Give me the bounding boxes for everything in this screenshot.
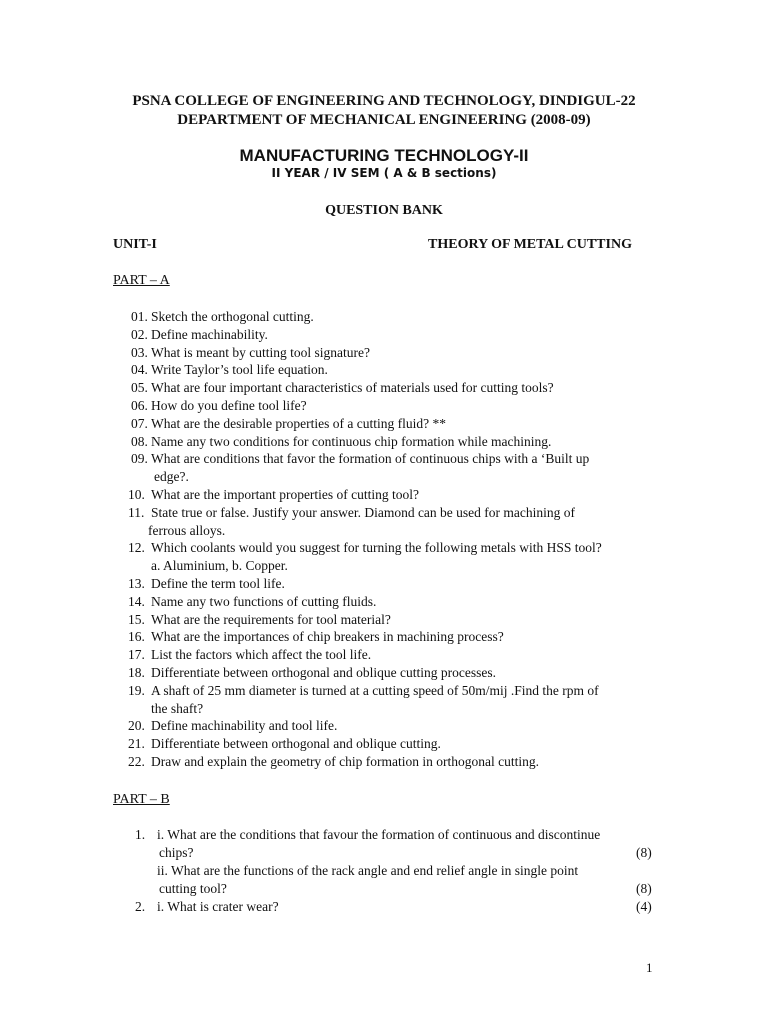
question-text: cutting tool? xyxy=(159,881,227,896)
question-text: Define the term tool life. xyxy=(151,576,285,591)
question-text: What are the desirable properties of a cutting fluid? ** xyxy=(151,415,447,431)
question-marks: (4) xyxy=(636,899,652,914)
question-number: 08. xyxy=(131,433,148,449)
question-text: the shaft? xyxy=(151,700,204,716)
question-number: 04. xyxy=(131,362,148,378)
question-number: 22. xyxy=(128,754,145,769)
question-text: What is meant by cutting tool signature? xyxy=(151,344,370,360)
question-text: edge?. xyxy=(154,469,189,485)
question-number: 21. xyxy=(128,736,145,752)
question-number: 07. xyxy=(131,415,148,431)
document-type: QUESTION BANK xyxy=(325,203,443,218)
question-number: 15. xyxy=(128,611,145,627)
question-text: State true or false. Justify your answer. Diamond can be used for machining of xyxy=(151,504,576,520)
question-text: List the factors which affect the tool life. xyxy=(151,647,372,663)
unit-title: THEORY OF METAL CUTTING xyxy=(428,237,632,252)
question-text: Which coolants would you suggest for turning the following metals with HSS tool? xyxy=(151,540,602,556)
college-name: PSNA COLLEGE OF ENGINEERING AND TECHNOLOGY, DINDIGUL-22 xyxy=(132,93,636,109)
question-number: 11. xyxy=(128,504,145,520)
question-number: 01. xyxy=(131,309,148,324)
question-text: Name any two functions of cutting fluids. xyxy=(151,593,377,609)
question-text: i. What is crater wear? xyxy=(157,899,279,914)
question-number: 02. xyxy=(131,326,148,342)
question-text: a. Aluminium, b. Copper. xyxy=(151,558,288,574)
question-text: How do you define tool life? xyxy=(151,398,307,413)
question-number: 13. xyxy=(128,576,145,591)
question-text: What are the important properties of cutting tool? xyxy=(151,487,420,502)
question-text: What are conditions that favor the formation of continuous chips with a ‘Built up xyxy=(151,451,590,467)
department-name: DEPARTMENT OF MECHANICAL ENGINEERING (2008-09) xyxy=(177,112,591,128)
subject-title: MANUFACTURING TECHNOLOGY-II xyxy=(239,146,529,165)
question-number: 1. xyxy=(135,827,146,842)
question-text: i. What are the conditions that favour the formation of continuous and discontinue xyxy=(157,827,601,842)
question-text: ferrous alloys. xyxy=(148,522,226,538)
question-text: Sketch the orthogonal cutting. xyxy=(151,309,314,324)
question-number: 16. xyxy=(128,629,145,645)
unit-label: UNIT-I xyxy=(113,237,157,252)
question-number: 06. xyxy=(131,398,148,413)
question-number: 2. xyxy=(135,899,146,914)
question-number: 19. xyxy=(128,682,145,698)
question-number: 10. xyxy=(128,487,145,502)
part-b-heading: PART – B xyxy=(113,792,170,807)
page-number: 1 xyxy=(646,960,653,975)
question-text: Differentiate between orthogonal and oblique cutting. xyxy=(151,736,441,752)
question-text: Write Taylor’s tool life equation. xyxy=(151,362,328,378)
question-marks: (8) xyxy=(636,881,652,896)
question-number: 17. xyxy=(128,647,145,663)
question-text: A shaft of 25 mm diameter is turned at a cutting speed of 50m/mij .Find the rpm of xyxy=(151,682,599,698)
question-text: chips? xyxy=(159,845,194,860)
question-number: 05. xyxy=(131,380,148,396)
question-text: Differentiate between orthogonal and oblique cutting processes. xyxy=(151,665,497,680)
part-a-heading: PART – A xyxy=(113,273,170,288)
question-text: What are four important characteristics of materials used for cutting tools? xyxy=(151,380,554,396)
year-semester: II YEAR / IV SEM ( A & B sections) xyxy=(271,166,497,180)
question-number: 18. xyxy=(128,665,145,680)
question-text: Name any two conditions for continuous chip formation while machining. xyxy=(151,433,552,449)
question-number: 12. xyxy=(128,540,145,556)
question-marks: (8) xyxy=(636,845,652,860)
question-number: 03. xyxy=(131,344,148,360)
question-number: 09. xyxy=(131,451,148,467)
question-text: ii. What are the functions of the rack angle and end relief angle in single point xyxy=(157,863,579,878)
question-text: Define machinability and tool life. xyxy=(151,718,338,734)
question-text: What are the importances of chip breakers in machining process? xyxy=(151,629,504,645)
question-number: 14. xyxy=(128,593,145,609)
question-text: Define machinability. xyxy=(151,326,268,342)
question-text: What are the requirements for tool material? xyxy=(151,611,391,627)
question-text: Draw and explain the geometry of chip formation in orthogonal cutting. xyxy=(151,754,540,769)
question-number: 20. xyxy=(128,718,145,734)
